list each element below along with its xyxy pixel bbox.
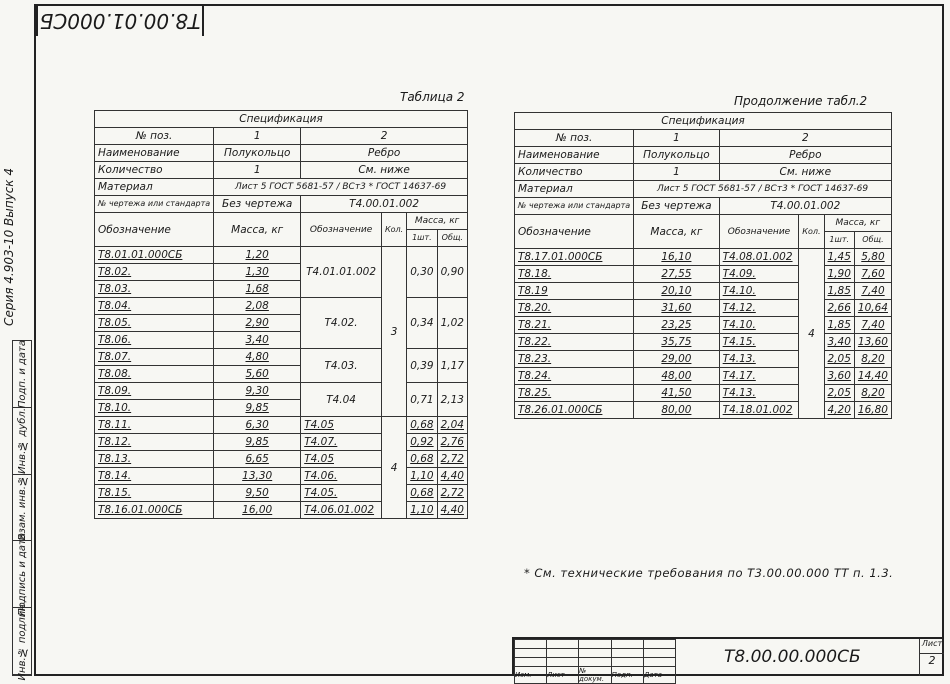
t2-qty-2: См. ниже <box>719 164 891 181</box>
t1-kol-b: 4 <box>381 417 406 519</box>
t1-group-sht: 0,39 <box>407 349 437 383</box>
t2-row-mass: 31,60 <box>634 300 720 317</box>
t2-hdr-sht: 1шт. <box>824 232 854 249</box>
table-row <box>515 334 892 351</box>
t1-group-obsh: 0,90 <box>437 247 467 298</box>
t1-row-mass: 9,30 <box>214 383 301 400</box>
table-row <box>515 317 892 334</box>
sheet-label: Лист <box>920 639 944 654</box>
tb-col-izm: Изм. <box>515 667 547 684</box>
table2-caption: Продолжение табл.2 <box>734 94 868 108</box>
t2-qty-label: Количество <box>515 164 634 181</box>
t1-row-designation: Т8.06. <box>95 332 214 349</box>
t1-single-designation: Т4.05 <box>301 417 382 434</box>
t1-row-mass: 2,08 <box>214 298 301 315</box>
table-row <box>515 385 892 402</box>
t2-row-designation2: Т4.10. <box>719 317 799 334</box>
t1-single-obsh: 2,76 <box>437 434 467 451</box>
t1-group-obsh: 2,13 <box>437 383 467 417</box>
t2-hdr-mass: Масса, кг <box>634 215 720 249</box>
t2-row-mass: 27,55 <box>634 266 720 283</box>
t1-hdr-mass2: Масса, кг <box>407 213 468 230</box>
table1-title: Спецификация <box>95 111 468 128</box>
t1-row-designation: Т8.03. <box>95 281 214 298</box>
t2-material-label: Материал <box>515 181 634 198</box>
t1-single-obsh: 2,72 <box>437 485 467 502</box>
title-block-code: Т8.00.00.000СБ <box>724 647 861 667</box>
t1-qty-1: 1 <box>214 162 301 179</box>
t1-group-designation: Т4.04 <box>301 383 382 417</box>
stamp-top-code: T8.00.01.000СБ <box>36 4 204 36</box>
t2-qty-1: 1 <box>634 164 720 181</box>
t1-row-designation: Т8.16.01.000СБ <box>95 502 214 519</box>
t2-name-label: Наименование <box>515 147 634 164</box>
t1-drawing-label: № чертежа или стандарта <box>95 196 214 213</box>
t1-group-designation: Т4.03. <box>301 349 382 383</box>
t1-drawing-1: Без чертежа <box>214 196 301 213</box>
technical-note: * См. технические требования по Т3.00.00.000 ТТ п. 1.3. <box>524 566 894 580</box>
sheet-number: 2 <box>928 654 936 667</box>
t2-drawing-2: Т4.00.01.002 <box>719 198 891 215</box>
t1-kol-a: 3 <box>381 247 406 417</box>
t2-row-obsh: 13,60 <box>854 334 891 351</box>
table-row <box>95 349 468 366</box>
t1-row-designation: Т8.02. <box>95 264 214 281</box>
t2-row-mass: 20,10 <box>634 283 720 300</box>
table2-title: Спецификация <box>515 113 892 130</box>
table-row <box>95 502 468 519</box>
table-row <box>515 402 892 419</box>
t2-row-designation: Т8.22. <box>515 334 634 351</box>
t2-row-sht: 1,90 <box>824 266 854 283</box>
t1-qty-label: Количество <box>95 162 214 179</box>
t2-row-designation: Т8.20. <box>515 300 634 317</box>
series-label: Серия 4.903-10 Выпуск 4 <box>2 168 16 326</box>
t2-row-designation2: Т4.09. <box>719 266 799 283</box>
tb-col-date: Дата <box>643 667 675 684</box>
t1-single-designation: Т4.05 <box>301 451 382 468</box>
t1-row-designation: Т8.08. <box>95 366 214 383</box>
t2-row-mass: 29,00 <box>634 351 720 368</box>
title-block <box>512 637 944 683</box>
t1-group-sht: 0,34 <box>407 298 437 349</box>
t1-material: Лист 5 ГОСТ 5681-57 / ВСт3 * ГОСТ 14637-69 <box>214 179 468 196</box>
t1-hdr-designation2: Обозначение <box>301 213 382 247</box>
table1-caption: Таблица 2 <box>400 90 465 104</box>
table-row <box>95 451 468 468</box>
t2-row-mass: 23,25 <box>634 317 720 334</box>
side-label-4: Инв.№ дубл. <box>16 407 28 474</box>
table-row <box>95 434 468 451</box>
t2-row-mass: 48,00 <box>634 368 720 385</box>
table-row <box>95 247 468 264</box>
t2-row-sht: 1,85 <box>824 283 854 300</box>
t1-row-mass: 6,30 <box>214 417 301 434</box>
t1-name-2: Ребро <box>301 145 468 162</box>
t2-pos-2: 2 <box>719 130 891 147</box>
t2-hdr-obsh: Общ. <box>854 232 891 249</box>
t1-row-mass: 9,50 <box>214 485 301 502</box>
t2-row-obsh: 8,20 <box>854 385 891 402</box>
side-label-3: Взам. инв.№ <box>16 474 28 541</box>
t1-hdr-sht: 1шт. <box>407 230 437 247</box>
t2-material: Лист 5 ГОСТ 5681-57 / ВСт3 * ГОСТ 14637-69 <box>634 181 892 198</box>
t2-row-obsh: 5,80 <box>854 249 891 266</box>
t1-hdr-kol: Кол. <box>381 213 406 247</box>
t1-pos-1: 1 <box>214 128 301 145</box>
table-row <box>515 249 892 266</box>
t2-row-designation: Т8.26.01.000СБ <box>515 402 634 419</box>
t1-name-1: Полукольцо <box>214 145 301 162</box>
t2-row-sht: 4,20 <box>824 402 854 419</box>
t2-row-mass: 80,00 <box>634 402 720 419</box>
t1-single-obsh: 2,04 <box>437 417 467 434</box>
table-row <box>95 383 468 400</box>
tb-col-list: Лист <box>546 667 578 684</box>
t1-row-designation: Т8.04. <box>95 298 214 315</box>
t2-row-designation2: Т4.12. <box>719 300 799 317</box>
t1-single-designation: Т4.07. <box>301 434 382 451</box>
t2-row-obsh: 7,40 <box>854 283 891 300</box>
t2-hdr-designation2: Обозначение <box>719 215 799 249</box>
t2-row-obsh: 16,80 <box>854 402 891 419</box>
t2-row-obsh: 10,64 <box>854 300 891 317</box>
tb-col-doc: № докум. <box>579 667 612 684</box>
t2-row-mass: 41,50 <box>634 385 720 402</box>
t2-row-designation2: Т4.13. <box>719 351 799 368</box>
tb-col-podp: Подп. <box>611 667 643 684</box>
t2-drawing-1: Без чертежа <box>634 198 720 215</box>
t2-row-sht: 3,60 <box>824 368 854 385</box>
t1-row-designation: Т8.12. <box>95 434 214 451</box>
t1-single-sht: 0,68 <box>407 417 437 434</box>
t1-single-designation: Т4.06. <box>301 468 382 485</box>
t1-qty-2: См. ниже <box>301 162 468 179</box>
t1-row-designation: Т8.05. <box>95 315 214 332</box>
t1-material-label: Материал <box>95 179 214 196</box>
t2-row-sht: 2,66 <box>824 300 854 317</box>
t2-row-designation2: Т4.08.01.002 <box>719 249 799 266</box>
t1-single-designation: Т4.06.01.002 <box>301 502 382 519</box>
t1-row-mass: 3,40 <box>214 332 301 349</box>
table2 <box>514 112 892 419</box>
t1-row-mass: 13,30 <box>214 468 301 485</box>
t2-row-designation: Т8.18. <box>515 266 634 283</box>
t1-group-designation: Т4.02. <box>301 298 382 349</box>
t1-group-obsh: 1,02 <box>437 298 467 349</box>
table-row <box>515 266 892 283</box>
t1-row-mass: 4,80 <box>214 349 301 366</box>
t2-row-designation2: Т4.10. <box>719 283 799 300</box>
table-row <box>95 485 468 502</box>
t1-name-label: Наименование <box>95 145 214 162</box>
t1-row-mass: 16,00 <box>214 502 301 519</box>
t1-single-sht: 0,68 <box>407 485 437 502</box>
t2-row-sht: 2,05 <box>824 385 854 402</box>
t2-row-obsh: 8,20 <box>854 351 891 368</box>
t1-row-mass: 1,30 <box>214 264 301 281</box>
t2-row-designation: Т8.19 <box>515 283 634 300</box>
t2-row-designation2: Т4.17. <box>719 368 799 385</box>
side-label-1: Инв.№ подлин. <box>16 601 28 681</box>
t2-row-obsh: 14,40 <box>854 368 891 385</box>
t2-row-designation: Т8.24. <box>515 368 634 385</box>
t1-row-designation: Т8.15. <box>95 485 214 502</box>
t2-row-designation: Т8.17.01.000СБ <box>515 249 634 266</box>
side-label-2: Подпись и дата <box>16 532 28 616</box>
t2-row-sht: 1,85 <box>824 317 854 334</box>
t2-drawing-label: № чертежа или стандарта <box>515 198 634 215</box>
t1-row-designation: Т8.10. <box>95 400 214 417</box>
t1-drawing-2: Т4.00.01.002 <box>301 196 468 213</box>
t2-row-mass: 16,10 <box>634 249 720 266</box>
t2-name-2: Ребро <box>719 147 891 164</box>
t1-group-obsh: 1,17 <box>437 349 467 383</box>
t1-row-designation: Т8.11. <box>95 417 214 434</box>
t1-hdr-obsh: Общ. <box>437 230 467 247</box>
t1-row-mass: 6,65 <box>214 451 301 468</box>
t2-row-mass: 35,75 <box>634 334 720 351</box>
t1-single-sht: 0,68 <box>407 451 437 468</box>
title-block-sheet <box>919 639 944 676</box>
t1-row-designation: Т8.09. <box>95 383 214 400</box>
t2-kol: 4 <box>799 249 824 419</box>
t1-single-designation: Т4.05. <box>301 485 382 502</box>
t1-hdr-mass: Масса, кг <box>214 213 301 247</box>
t1-row-designation: Т8.14. <box>95 468 214 485</box>
t1-row-mass: 1,20 <box>214 247 301 264</box>
t2-row-designation2: Т4.15. <box>719 334 799 351</box>
t1-single-sht: 0,92 <box>407 434 437 451</box>
t2-row-sht: 3,40 <box>824 334 854 351</box>
t1-row-mass: 5,60 <box>214 366 301 383</box>
table1 <box>94 110 468 519</box>
t2-hdr-kol: Кол. <box>799 215 824 249</box>
t1-group-sht: 0,71 <box>407 383 437 417</box>
t1-row-mass: 9,85 <box>214 400 301 417</box>
t2-pos-label: № поз. <box>515 130 634 147</box>
table-row <box>515 300 892 317</box>
t1-single-obsh: 2,72 <box>437 451 467 468</box>
t2-row-sht: 2,05 <box>824 351 854 368</box>
t2-row-designation: Т8.25. <box>515 385 634 402</box>
t1-single-sht: 1,10 <box>407 502 437 519</box>
side-strip <box>0 150 34 681</box>
side-label-5: Подп. и дата <box>16 339 28 408</box>
t2-hdr-designation: Обозначение <box>515 215 634 249</box>
t2-row-designation2: Т4.13. <box>719 385 799 402</box>
table-row <box>95 417 468 434</box>
t2-row-obsh: 7,60 <box>854 266 891 283</box>
t1-pos-label: № поз. <box>95 128 214 145</box>
t2-pos-1: 1 <box>634 130 720 147</box>
t1-single-obsh: 4,40 <box>437 468 467 485</box>
t1-pos-2: 2 <box>301 128 468 145</box>
t2-row-designation: Т8.23. <box>515 351 634 368</box>
t2-row-sht: 1,45 <box>824 249 854 266</box>
t1-row-designation: Т8.07. <box>95 349 214 366</box>
t2-row-designation: Т8.21. <box>515 317 634 334</box>
t1-group-sht: 0,30 <box>407 247 437 298</box>
title-block-grid <box>514 639 676 684</box>
t2-row-designation2: Т4.18.01.002 <box>719 402 799 419</box>
t1-single-obsh: 4,40 <box>437 502 467 519</box>
t1-single-sht: 1,10 <box>407 468 437 485</box>
table-row <box>515 368 892 385</box>
t2-name-1: Полукольцо <box>634 147 720 164</box>
table-row <box>95 468 468 485</box>
table-row <box>515 351 892 368</box>
t1-row-designation: Т8.01.01.000СБ <box>95 247 214 264</box>
t1-row-mass: 1,68 <box>214 281 301 298</box>
t1-row-mass: 2,90 <box>214 315 301 332</box>
t1-hdr-designation: Обозначение <box>95 213 214 247</box>
table-row <box>95 298 468 315</box>
t2-row-obsh: 7,40 <box>854 317 891 334</box>
t1-row-mass: 9,85 <box>214 434 301 451</box>
t2-hdr-mass2: Масса, кг <box>824 215 891 232</box>
t1-row-designation: Т8.13. <box>95 451 214 468</box>
table-row <box>515 283 892 300</box>
t1-group-designation: Т4.01.01.002 <box>301 247 382 298</box>
